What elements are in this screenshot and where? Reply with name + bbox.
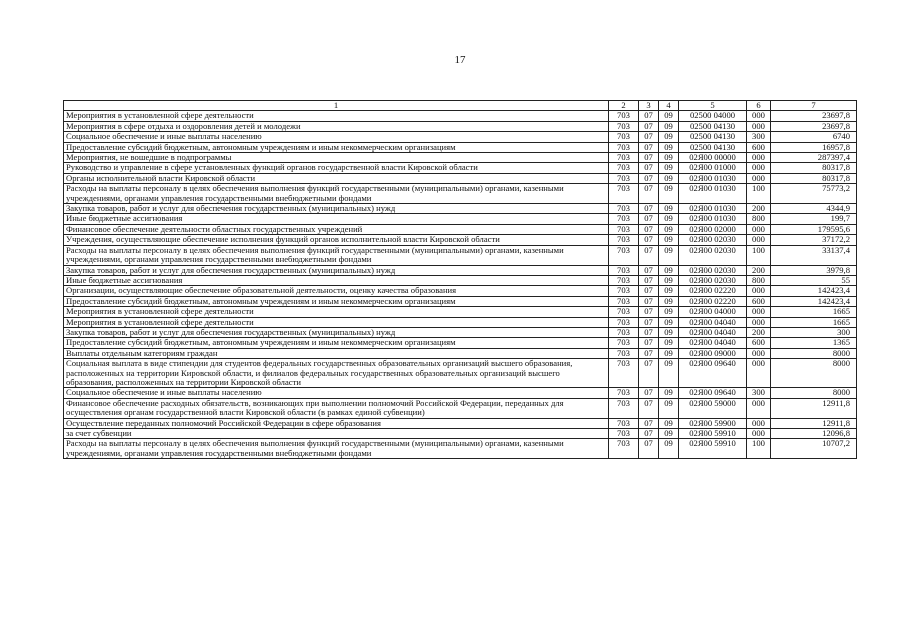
expense-type-cell: 100 [747,184,771,204]
section-code-cell: 07 [639,235,659,245]
row-name-cell: Закупка товаров, работ и услуг для обеспечения государственных (муниципальных) нужд [64,204,609,214]
section-code-cell: 07 [639,121,659,131]
ved-code-cell: 703 [609,439,639,459]
row-name-cell: Учреждения, осуществляющие обеспечение исполнения функций органов исполнительной власти Кировской области [64,235,609,245]
subsection-code-cell: 09 [659,307,679,317]
section-code-cell: 07 [639,439,659,459]
amount-cell: 3979,8 [771,265,857,275]
subsection-code-cell: 09 [659,418,679,428]
amount-cell: 142423,4 [771,286,857,296]
target-article-cell: 02Я00 09640 [679,388,747,398]
expense-type-cell: 200 [747,265,771,275]
subsection-code-cell: 09 [659,245,679,265]
table-row [64,142,857,152]
section-code-cell: 07 [639,429,659,439]
ved-code-cell: 703 [609,153,639,163]
section-code-cell: 07 [639,398,659,418]
section-code-cell: 07 [639,317,659,327]
target-article-cell: 02Я00 04040 [679,327,747,337]
ved-code-cell: 703 [609,348,639,358]
ved-code-cell: 703 [609,214,639,224]
amount-cell: 80317,8 [771,173,857,183]
table-row [64,235,857,245]
amount-cell: 8000 [771,359,857,388]
expense-type-cell: 000 [747,317,771,327]
expense-type-cell: 600 [747,296,771,306]
ved-code-cell: 703 [609,121,639,131]
row-name-cell: Предоставление субсидий бюджетным, автономным учреждениям и иным некоммерческим организациям [64,142,609,152]
subsection-code-cell: 09 [659,132,679,142]
amount-cell: 12911,8 [771,398,857,418]
amount-cell: 1365 [771,338,857,348]
subsection-code-cell: 09 [659,142,679,152]
section-code-cell: 07 [639,307,659,317]
row-name-cell: Расходы на выплаты персоналу в целях обеспечения выполнения функций государственными (муниципальными) органами, казенными учреждениями, органами управления государственными внебюджетными фондами [64,245,609,265]
subsection-code-cell: 09 [659,121,679,131]
table-row [64,184,857,204]
table-row [64,173,857,183]
column-header: 5 [679,101,747,111]
target-article-cell: 02Я00 02030 [679,245,747,265]
section-code-cell: 07 [639,173,659,183]
amount-cell: 80317,8 [771,163,857,173]
target-article-cell: 02Я00 02030 [679,275,747,285]
amount-cell: 142423,4 [771,296,857,306]
amount-cell: 6740 [771,132,857,142]
column-header: 4 [659,101,679,111]
expense-type-cell: 000 [747,286,771,296]
column-header: 1 [64,101,609,111]
table-row [64,307,857,317]
table-row [64,338,857,348]
section-code-cell: 07 [639,265,659,275]
row-name-cell: Мероприятия в установленной сфере деятельности [64,317,609,327]
ved-code-cell: 703 [609,163,639,173]
ved-code-cell: 703 [609,338,639,348]
target-article-cell: 02Я00 02220 [679,286,747,296]
table-row [64,275,857,285]
target-article-cell: 02Я00 02000 [679,224,747,234]
subsection-code-cell: 09 [659,173,679,183]
amount-cell: 1665 [771,307,857,317]
subsection-code-cell: 09 [659,265,679,275]
column-header: 3 [639,101,659,111]
subsection-code-cell: 09 [659,429,679,439]
target-article-cell: 02Я00 59900 [679,418,747,428]
expense-type-cell: 000 [747,224,771,234]
row-name-cell: Мероприятия, не вошедшие в подпрограммы [64,153,609,163]
section-code-cell: 07 [639,275,659,285]
row-name-cell: Осуществление переданных полномочий Российской Федерации в сфере образования [64,418,609,428]
section-code-cell: 07 [639,224,659,234]
table-row [64,439,857,459]
budget-table [63,100,857,459]
page-number: 17 [454,54,466,66]
expense-type-cell: 100 [747,245,771,265]
table-row [64,214,857,224]
table-row [64,429,857,439]
row-name-cell: Мероприятия в сфере отдыха и оздоровления детей и молодежи [64,121,609,131]
ved-code-cell: 703 [609,111,639,121]
expense-type-cell: 600 [747,142,771,152]
subsection-code-cell: 09 [659,317,679,327]
expense-type-cell: 300 [747,388,771,398]
section-code-cell: 07 [639,204,659,214]
table-row [64,359,857,388]
ved-code-cell: 703 [609,173,639,183]
amount-cell: 8000 [771,388,857,398]
expense-type-cell: 300 [747,132,771,142]
table-row [64,265,857,275]
target-article-cell: 02Я00 04000 [679,307,747,317]
amount-cell: 75773,2 [771,184,857,204]
section-code-cell: 07 [639,153,659,163]
table-body [64,111,857,459]
section-code-cell: 07 [639,359,659,388]
subsection-code-cell: 09 [659,163,679,173]
column-header: 7 [771,101,857,111]
section-code-cell: 07 [639,245,659,265]
subsection-code-cell: 09 [659,388,679,398]
target-article-cell: 02Я00 59000 [679,398,747,418]
table-row [64,327,857,337]
target-article-cell: 02Я00 04040 [679,317,747,327]
table-row [64,348,857,358]
row-name-cell: Предоставление субсидий бюджетным, автономным учреждениям и иным некоммерческим организациям [64,296,609,306]
target-article-cell: 02500 04130 [679,142,747,152]
amount-cell: 179595,6 [771,224,857,234]
section-code-cell: 07 [639,286,659,296]
ved-code-cell: 703 [609,204,639,214]
subsection-code-cell: 09 [659,338,679,348]
subsection-code-cell: 09 [659,359,679,388]
expense-type-cell: 100 [747,439,771,459]
column-header: 6 [747,101,771,111]
amount-cell: 33137,4 [771,245,857,265]
target-article-cell: 02Я00 01030 [679,173,747,183]
row-name-cell: Расходы на выплаты персоналу в целях обеспечения выполнения функций государственными (муниципальными) органами, казенными учреждениями, органами управления государственными внебюджетными фондами [64,439,609,459]
amount-cell: 55 [771,275,857,285]
ved-code-cell: 703 [609,418,639,428]
amount-cell: 37172,2 [771,235,857,245]
row-name-cell: Мероприятия в установленной сфере деятельности [64,307,609,317]
amount-cell: 12911,8 [771,418,857,428]
subsection-code-cell: 09 [659,204,679,214]
section-code-cell: 07 [639,388,659,398]
table-row [64,224,857,234]
row-name-cell: Финансовое обеспечение деятельности областных государственных учреждений [64,224,609,234]
amount-cell: 12096,8 [771,429,857,439]
column-header: 2 [609,101,639,111]
table-row [64,286,857,296]
section-code-cell: 07 [639,296,659,306]
table-row [64,132,857,142]
row-name-cell: Организации, осуществляющие обеспечение образовательной деятельности, оценку качества образования [64,286,609,296]
row-name-cell: Органы исполнительной власти Кировской области [64,173,609,183]
row-name-cell: за счет субвенции [64,429,609,439]
subsection-code-cell: 09 [659,439,679,459]
expense-type-cell: 000 [747,153,771,163]
ved-code-cell: 703 [609,265,639,275]
expense-type-cell: 000 [747,173,771,183]
target-article-cell: 02500 04130 [679,132,747,142]
target-article-cell: 02Я00 02030 [679,235,747,245]
expense-type-cell: 000 [747,307,771,317]
expense-type-cell: 000 [747,348,771,358]
target-article-cell: 02Я00 09000 [679,348,747,358]
ved-code-cell: 703 [609,398,639,418]
row-name-cell: Расходы на выплаты персоналу в целях обеспечения выполнения функций государственными (муниципальными) органами, казенными учреждениями, органами управления государственными внебюджетными фондами [64,184,609,204]
section-code-cell: 07 [639,348,659,358]
ved-code-cell: 703 [609,327,639,337]
table-row [64,388,857,398]
amount-cell: 4344,9 [771,204,857,214]
row-name-cell: Выплаты отдельным категориям граждан [64,348,609,358]
target-article-cell: 02Я00 59910 [679,439,747,459]
amount-cell: 199,7 [771,214,857,224]
table-row [64,121,857,131]
table-row [64,317,857,327]
amount-cell: 1665 [771,317,857,327]
target-article-cell: 02Я00 01000 [679,163,747,173]
row-name-cell: Иные бюджетные ассигнования [64,214,609,224]
target-article-cell: 02Я00 01030 [679,184,747,204]
section-code-cell: 07 [639,214,659,224]
target-article-cell: 02Я00 02030 [679,265,747,275]
subsection-code-cell: 09 [659,348,679,358]
ved-code-cell: 703 [609,245,639,265]
expense-type-cell: 000 [747,121,771,131]
section-code-cell: 07 [639,142,659,152]
subsection-code-cell: 09 [659,224,679,234]
row-name-cell: Предоставление субсидий бюджетным, автономным учреждениям и иным некоммерческим организациям [64,338,609,348]
amount-cell: 23697,8 [771,111,857,121]
ved-code-cell: 703 [609,317,639,327]
ved-code-cell: 703 [609,132,639,142]
section-code-cell: 07 [639,132,659,142]
subsection-code-cell: 09 [659,235,679,245]
amount-cell: 300 [771,327,857,337]
row-name-cell: Социальное обеспечение и иные выплаты населению [64,132,609,142]
subsection-code-cell: 09 [659,153,679,163]
row-name-cell: Закупка товаров, работ и услуг для обеспечения государственных (муниципальных) нужд [64,265,609,275]
subsection-code-cell: 09 [659,111,679,121]
target-article-cell: 02Я00 01030 [679,214,747,224]
expense-type-cell: 200 [747,204,771,214]
ved-code-cell: 703 [609,235,639,245]
amount-cell: 287397,4 [771,153,857,163]
table-row [64,418,857,428]
ved-code-cell: 703 [609,286,639,296]
target-article-cell: 02Я00 00000 [679,153,747,163]
expense-type-cell: 000 [747,163,771,173]
table-row [64,111,857,121]
target-article-cell: 02Я00 09640 [679,359,747,388]
ved-code-cell: 703 [609,388,639,398]
expense-type-cell: 800 [747,275,771,285]
section-code-cell: 07 [639,163,659,173]
ved-code-cell: 703 [609,184,639,204]
amount-cell: 23697,8 [771,121,857,131]
ved-code-cell: 703 [609,224,639,234]
table-row [64,204,857,214]
target-article-cell: 02Я00 04040 [679,338,747,348]
subsection-code-cell: 09 [659,214,679,224]
subsection-code-cell: 09 [659,184,679,204]
amount-cell: 16957,8 [771,142,857,152]
target-article-cell: 02Я00 59910 [679,429,747,439]
section-code-cell: 07 [639,184,659,204]
subsection-code-cell: 09 [659,286,679,296]
row-name-cell: Финансовое обеспечение расходных обязательств, возникающих при выполнении полномочий Российской Федерации, переданных для осуществления органам государственной власти Кировской области (в рамках единой субвенции) [64,398,609,418]
ved-code-cell: 703 [609,359,639,388]
ved-code-cell: 703 [609,275,639,285]
ved-code-cell: 703 [609,429,639,439]
expense-type-cell: 200 [747,327,771,337]
row-name-cell: Руководство и управление в сфере установленных функций органов государственной власти Кировской области [64,163,609,173]
expense-type-cell: 000 [747,429,771,439]
table-row [64,245,857,265]
target-article-cell: 02500 04130 [679,121,747,131]
section-code-cell: 07 [639,111,659,121]
row-name-cell: Закупка товаров, работ и услуг для обеспечения государственных (муниципальных) нужд [64,327,609,337]
row-name-cell: Мероприятия в установленной сфере деятельности [64,111,609,121]
expense-type-cell: 000 [747,235,771,245]
table-row [64,296,857,306]
section-code-cell: 07 [639,327,659,337]
subsection-code-cell: 09 [659,327,679,337]
expense-type-cell: 600 [747,338,771,348]
expense-type-cell: 000 [747,359,771,388]
section-code-cell: 07 [639,338,659,348]
table-row [64,153,857,163]
section-code-cell: 07 [639,418,659,428]
expense-type-cell: 800 [747,214,771,224]
row-name-cell: Социальная выплата в виде стипендии для студентов федеральных государственных образовательных организаций высшего образования, расположенных на территории Кировской области, и филиалов федеральных государственных образовательных организаций высшего образования, расположенных на территории Кировской области [64,359,609,388]
target-article-cell: 02Я00 02220 [679,296,747,306]
ved-code-cell: 703 [609,307,639,317]
target-article-cell: 02500 04000 [679,111,747,121]
table-header-row [64,101,857,111]
table-row [64,398,857,418]
amount-cell: 10707,2 [771,439,857,459]
subsection-code-cell: 09 [659,275,679,285]
target-article-cell: 02Я00 01030 [679,204,747,214]
row-name-cell: Иные бюджетные ассигнования [64,275,609,285]
ved-code-cell: 703 [609,296,639,306]
expense-type-cell: 000 [747,418,771,428]
subsection-code-cell: 09 [659,296,679,306]
table-row [64,163,857,173]
expense-type-cell: 000 [747,111,771,121]
ved-code-cell: 703 [609,142,639,152]
expense-type-cell: 000 [747,398,771,418]
amount-cell: 8000 [771,348,857,358]
row-name-cell: Социальное обеспечение и иные выплаты населению [64,388,609,398]
subsection-code-cell: 09 [659,398,679,418]
